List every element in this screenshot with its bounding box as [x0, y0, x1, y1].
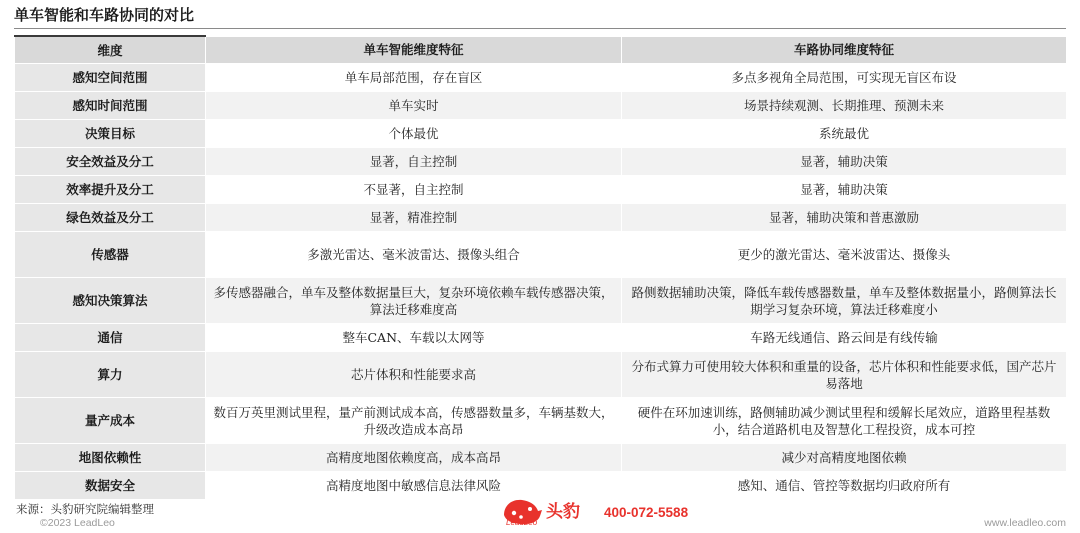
row-vehicle-road: 多点多视角全局范围，可实现无盲区布设 — [622, 64, 1067, 92]
table-row — [15, 324, 1067, 352]
row-vehicle-road: 硬件在环加速训练，路侧辅助减少测试里程和缓解长尾效应，道路里程基数小，结合道路机电及智慧化工程投资，成本可控 — [622, 398, 1067, 444]
row-vehicle-road: 系统最优 — [622, 120, 1067, 148]
table-header-row — [15, 36, 1067, 64]
table-row — [15, 278, 1067, 324]
table-row — [15, 176, 1067, 204]
brand-block — [500, 495, 720, 529]
table-row — [15, 444, 1067, 472]
row-single-vehicle: 高精度地图依赖度高，成本高昂 — [206, 444, 622, 472]
title-divider — [14, 28, 1066, 29]
row-single-vehicle: 显著，自主控制 — [206, 148, 622, 176]
row-single-vehicle: 个体最优 — [206, 120, 622, 148]
row-vehicle-road: 路侧数据辅助决策，降低车载传感器数量，单车及整体数据量小，路侧算法长期学习复杂环境，算法迁移难度小 — [622, 278, 1067, 324]
row-single-vehicle: 芯片体积和性能要求高 — [206, 352, 622, 398]
phone-number: 400-072-5588 — [604, 505, 689, 520]
row-single-vehicle: 整车CAN、车载以太网等 — [206, 324, 622, 352]
table-row — [15, 232, 1067, 278]
row-dimension: 传感器 — [15, 232, 206, 278]
row-dimension: 量产成本 — [15, 398, 206, 444]
source-note: 来源：头豹研究院编辑整理 — [16, 502, 154, 516]
row-single-vehicle: 显著，精准控制 — [206, 204, 622, 232]
row-vehicle-road: 车路无线通信、路云间是有线传输 — [622, 324, 1067, 352]
copyright-text: ©2023 LeadLeo — [40, 517, 115, 529]
row-dimension: 通信 — [15, 324, 206, 352]
row-single-vehicle: 多传感器融合，单车及整体数据量巨大，复杂环境依赖车载传感器决策，算法迁移难度高 — [206, 278, 622, 324]
row-single-vehicle: 单车实时 — [206, 92, 622, 120]
table-row — [15, 92, 1067, 120]
row-single-vehicle: 多激光雷达、毫米波雷达、摄像头组合 — [206, 232, 622, 278]
table-row — [15, 204, 1067, 232]
row-dimension: 效率提升及分工 — [15, 176, 206, 204]
row-vehicle-road: 更少的激光雷达、毫米波雷达、摄像头 — [622, 232, 1067, 278]
header-single-vehicle: 单车智能维度特征 — [206, 36, 622, 64]
table-row — [15, 148, 1067, 176]
table-row — [15, 352, 1067, 398]
row-vehicle-road: 显著，辅助决策 — [622, 176, 1067, 204]
row-dimension: 算力 — [15, 352, 206, 398]
row-vehicle-road: 显著，辅助决策和普惠激励 — [622, 204, 1067, 232]
brand-subtitle: LeadLeo — [506, 518, 538, 527]
brand-name: 头豹 — [546, 502, 580, 522]
website-url: www.leadleo.com — [984, 517, 1066, 529]
row-vehicle-road: 场景持续观测、长期推理、预测未来 — [622, 92, 1067, 120]
row-single-vehicle: 数百万英里测试里程，量产前测试成本高，传感器数量多，车辆基数大，升级改造成本高昂 — [206, 398, 622, 444]
row-dimension: 地图依赖性 — [15, 444, 206, 472]
row-vehicle-road: 分布式算力可使用较大体积和重量的设备，芯片体积和性能要求低，国产芯片易落地 — [622, 352, 1067, 398]
row-vehicle-road: 显著，辅助决策 — [622, 148, 1067, 176]
row-dimension: 决策目标 — [15, 120, 206, 148]
row-dimension: 感知时间范围 — [15, 92, 206, 120]
row-dimension: 感知空间范围 — [15, 64, 206, 92]
row-vehicle-road: 感知、通信、管控等数据均归政府所有 — [622, 472, 1067, 500]
table-row — [15, 64, 1067, 92]
table-row — [15, 120, 1067, 148]
row-dimension: 数据安全 — [15, 472, 206, 500]
row-dimension: 感知决策算法 — [15, 278, 206, 324]
header-dimension: 维度 — [15, 36, 206, 64]
header-vehicle-road: 车路协同维度特征 — [622, 36, 1067, 64]
comparison-table — [14, 35, 1067, 500]
row-dimension: 安全效益及分工 — [15, 148, 206, 176]
row-single-vehicle: 高精度地图中敏感信息法律风险 — [206, 472, 622, 500]
row-dimension: 绿色效益及分工 — [15, 204, 206, 232]
row-single-vehicle: 单车局部范围，存在盲区 — [206, 64, 622, 92]
row-vehicle-road: 减少对高精度地图依赖 — [622, 444, 1067, 472]
page-title: 单车智能和车路协同的对比 — [14, 6, 195, 24]
table-row — [15, 398, 1067, 444]
row-single-vehicle: 不显著，自主控制 — [206, 176, 622, 204]
